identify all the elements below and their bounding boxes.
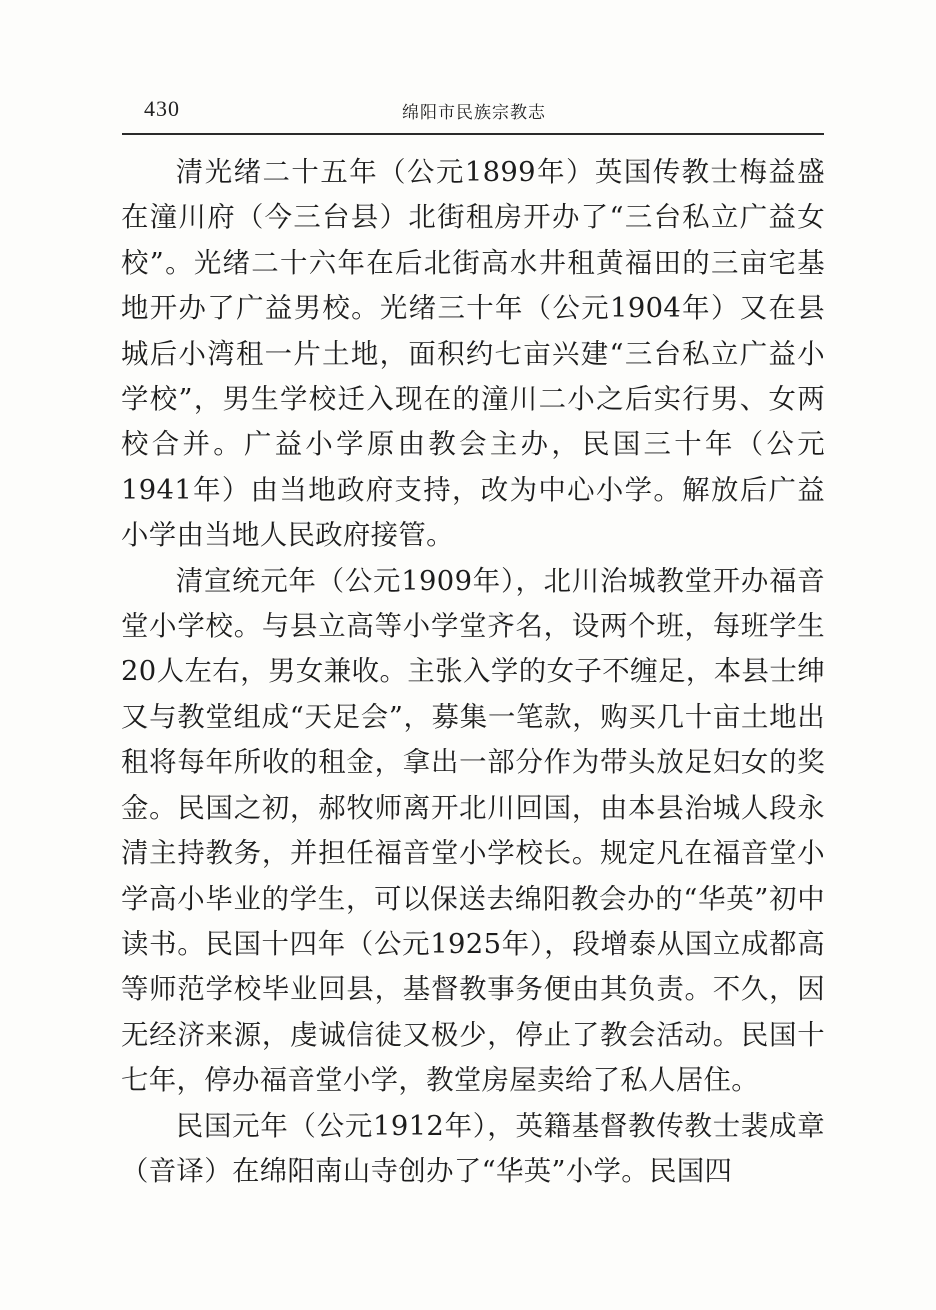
running-title: 绵阳市民族宗教志 bbox=[402, 103, 546, 123]
paragraph-2: 清宣统元年（公元1909年），北川治城教堂开办福音堂小学校。与县立高等小学堂齐名，设两个班，每班学生20人左右，男女兼收。主张入学的女子不缠足，本县士绅又与教堂组成“天足会”，募集一笔款，购买几十亩土地出租将每年所收的租金，拿出一部分作为带头放足妇女的奖金。民国之初，郝牧师离开北川回国，由本县治城人段永清主持教务，并担任福音堂小学校长。规定凡在福音堂小学高小毕业的学生，可以保送去绵阳教会办的“华英”初中读书。民国十四年（公元1925年），段增泰从国立成都高等师范学校毕业回县，基督教事务便由其负责。不久，因无经济来源，虔诚信徒又极少，停止了教会活动。民国十七年，停办福音堂小学，教堂房屋卖给了私人居住。 bbox=[121, 565, 825, 1097]
paragraph-3: 民国元年（公元1912年），英籍基督教传教士裴成章（音译）在绵阳南山寺创办了“华英”小学。民国四 bbox=[121, 1110, 825, 1187]
page-header bbox=[122, 92, 824, 128]
header-divider bbox=[122, 133, 824, 135]
body-text bbox=[121, 150, 825, 1194]
page-number: 430 bbox=[144, 96, 180, 121]
paragraph-1: 清光绪二十五年（公元1899年）英国传教士梅益盛在潼川府（今三台县）北街租房开办了“三台私立广益女校”。光绪二十六年在后北街高水井租黄福田的三亩宅基地开办了广益男校。光绪三十年（公元1904年）又在县城后小湾租一片土地，面积约七亩兴建“三台私立广益小学校”，男生学校迁入现在的潼川二小之后实行男、女两校合并。广益小学原由教会主办，民国三十年（公元1941年）由当地政府支持，改为中心小学。解放后广益小学由当地人民政府接管。 bbox=[121, 157, 825, 552]
